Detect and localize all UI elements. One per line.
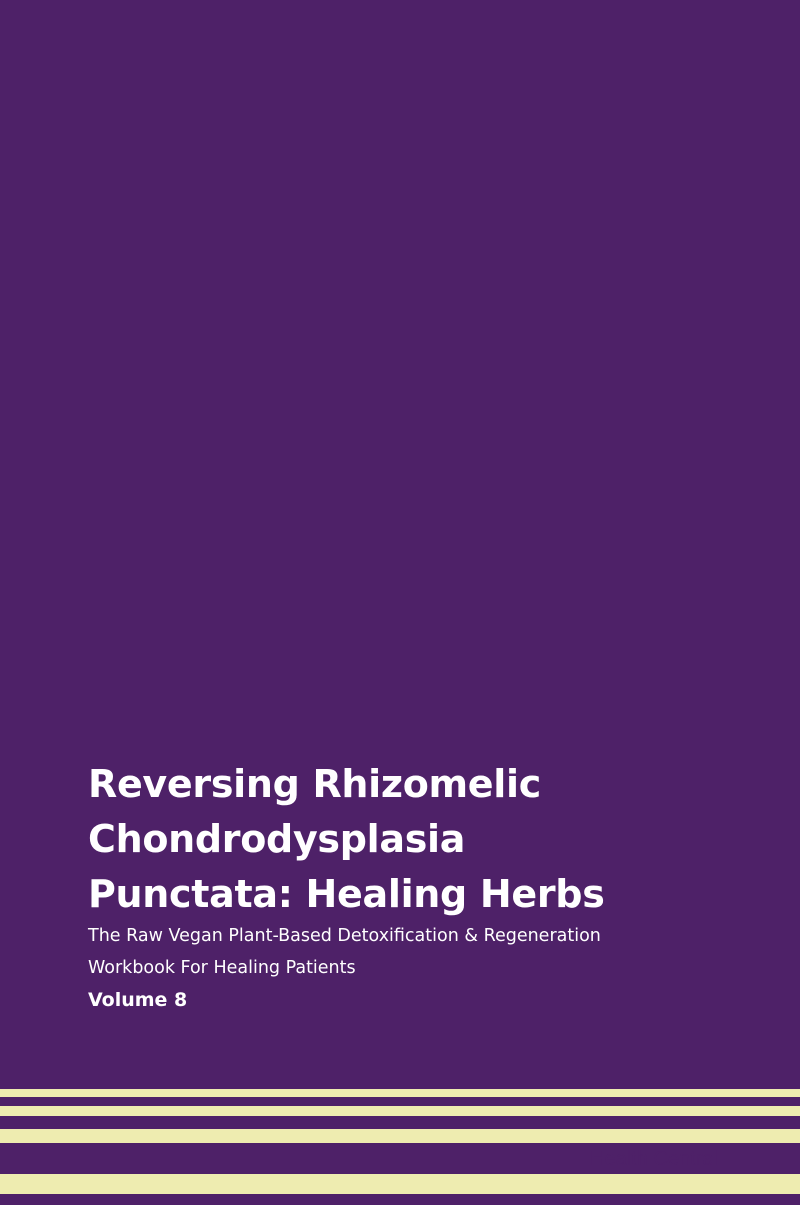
decorative-stripe-4 [0,1174,800,1194]
subtitle-line-1: The Raw Vegan Plant-Based Detoxification & Regeneration [88,926,601,946]
publisher-name: Health Central [590,1148,718,1170]
decorative-stripe-2 [0,1106,800,1116]
book-subtitle [88,920,788,984]
title-line-3: Punctata: Healing Herbs [88,872,605,916]
subtitle-line-2: Workbook For Healing Patients [88,958,356,978]
title-line-1: Reversing Rhizomelic [88,762,541,806]
book-title [88,757,778,922]
decorative-stripe-3 [0,1129,800,1143]
title-line-2: Chondrodysplasia [88,817,466,861]
volume-label: Volume 8 [88,989,188,1011]
decorative-stripe-1 [0,1089,800,1097]
